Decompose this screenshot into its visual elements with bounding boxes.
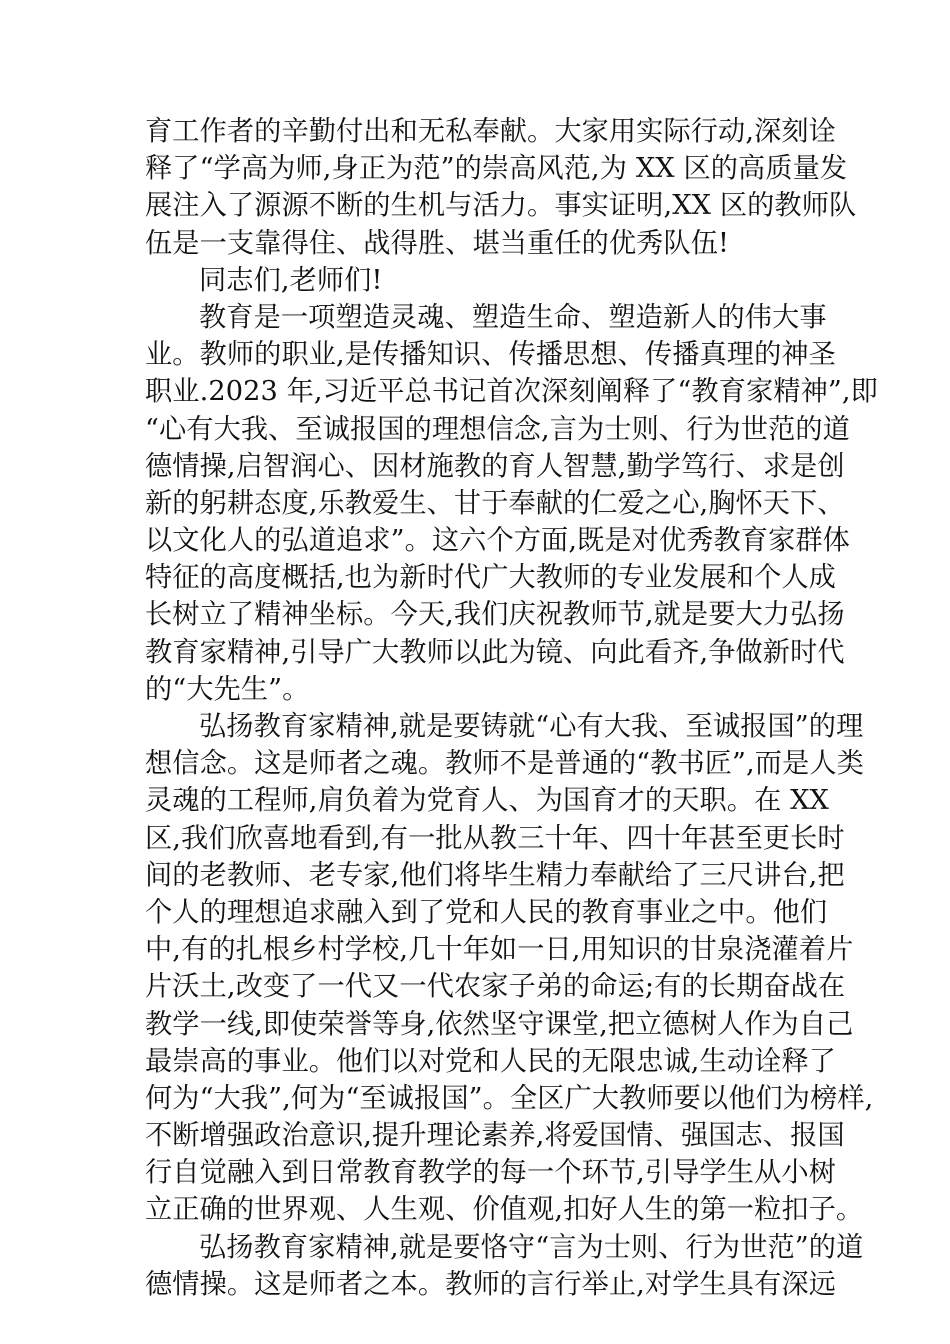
- body-text: [145, 113, 878, 1303]
- text-line: 职业.2023 年,习近平总书记首次深刻阐释了“教育家精神”,即: [145, 376, 878, 408]
- text-line: 育工作者的辛勤付出和无私奉献。大家用实际行动,深刻诠: [145, 116, 836, 147]
- text-line: 德情操,启智润心、因材施教的育人智慧,勤学笃行、求是创: [145, 450, 845, 482]
- salutation-line: 同志们,老师们!: [199, 264, 383, 296]
- text-line: 个人的理想追求融入到了党和人民的教育事业之中。他们: [145, 896, 828, 928]
- text-line: 立正确的世界观、人生观、价值观,扣好人生的第一粒扣子。: [145, 1194, 864, 1226]
- text-line: 行自觉融入到日常教育教学的每一个环节,引导学生从小树: [145, 1157, 836, 1189]
- text-line: 间的老教师、老专家,他们将毕生精力奉献给了三尺讲台,把: [145, 859, 845, 891]
- text-line: 展注入了源源不断的生机与活力。事实证明,XX 区的教师队: [145, 190, 857, 222]
- text-line: 伍是一支靠得住、战得胜、堪当重任的优秀队伍!: [145, 227, 730, 259]
- text-line: 特征的高度概括,也为新时代广大教师的专业发展和个人成: [145, 562, 836, 594]
- text-line: 长树立了精神坐标。今天,我们庆祝教师节,就是要大力弘扬: [145, 599, 845, 631]
- text-line: 想信念。这是师者之魂。教师不是普通的“教书匠”,而是人类: [145, 748, 864, 780]
- paragraph-start-line: 教育是一项塑造灵魂、塑造生命、塑造新人的伟大事: [199, 301, 827, 333]
- text-line: 新的躬耕态度,乐教爱生、甘于奉献的仁爱之心,胸怀天下、: [145, 487, 845, 519]
- paragraph-start-line: 弘扬教育家精神,就是要铸就“心有大我、至诚报国”的理: [199, 711, 864, 742]
- text-line: 释了“学高为师,身正为范”的崇高风范,为 XX 区的高质量发: [145, 153, 848, 185]
- text-line: 灵魂的工程师,肩负着为党育人、为国育才的天职。在 XX: [145, 785, 830, 817]
- text-line: 的“大先生”。: [145, 673, 310, 705]
- text-line: 最崇高的事业。他们以对党和人民的无限忠诚,生动诠释了: [145, 1045, 836, 1077]
- text-line: 何为“大我”,何为“至诚报国”。全区广大教师要以他们为榜样,: [145, 1082, 874, 1114]
- text-line: 不断增强政治意识,提升理论素养,将爱国情、强国志、报国: [145, 1120, 845, 1152]
- text-line: 教学一线,即使荣誉等身,依然坚守课堂,把立德树人作为自己: [145, 1008, 854, 1040]
- text-line: 业。教师的职业,是传播知识、传播思想、传播真理的神圣: [145, 339, 836, 371]
- text-line: 以文化人的弘道追求”。这六个方面,既是对优秀教育家群体: [145, 525, 850, 557]
- text-line: 片沃土,改变了一代又一代农家子弟的命运;有的长期奋战在: [145, 971, 846, 1003]
- text-line: 德情操。这是师者之本。教师的言行举止,对学生具有深远: [145, 1268, 836, 1300]
- text-line: “心有大我、至诚报国的理想信念,言为士则、行为世范的道: [145, 413, 850, 445]
- text-line: 中,有的扎根乡村学校,几十年如一日,用知识的甘泉浇灌着片: [145, 934, 854, 966]
- paragraph-start-line: 弘扬教育家精神,就是要恪守“言为士则、行为世范”的道: [199, 1231, 864, 1263]
- text-line: 教育家精神,引导广大教师以此为镜、向此看齐,争做新时代: [145, 636, 845, 668]
- text-line: 区,我们欣喜地看到,有一批从教三十年、四十年甚至更长时: [145, 822, 845, 854]
